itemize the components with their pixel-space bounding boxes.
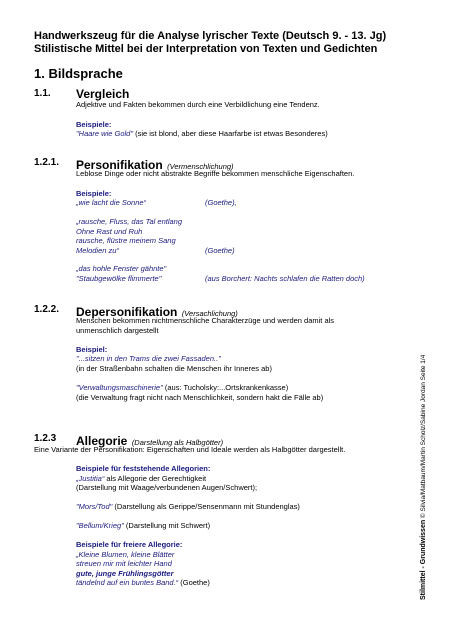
sidebar-credit: © Silvia/Matbaum/Martin Scholz/Sabine Jordan Seite 1/4 (420, 354, 427, 519)
section-desc-depersonifikation: Menschen bekommen nichtmenschliche Charakterzüge und werden damit als (76, 316, 335, 325)
example-quote: "Haare wie Gold" (76, 129, 134, 138)
example-quote: „wie lacht die Sonne“ (76, 198, 147, 207)
section-title-personifikation: Personifikation (76, 158, 163, 172)
example-rest: als Allegorie der Gerechtigkeit (104, 473, 207, 483)
section-desc-depersonifikation: unmenschlich dargestellt (76, 325, 159, 335)
header-line-2: Stilistische Mittel bei der Interpretation von Texten und Gedichten (34, 43, 378, 55)
header-line-1: Handwerkszeug für die Analyse lyrischer Texte (Deutsch 9. - 13. Jg) (34, 30, 387, 42)
section-subtitle: (Vermenschlichung) (167, 162, 234, 171)
examples-label: Beispiele für feststehende Allegorien: (76, 464, 211, 473)
example-quote: "Mors/Tod" (76, 502, 113, 511)
example-source: (Goethe), (205, 198, 237, 207)
example-note: (die Verwaltung fragt nicht nach Menschlichkeit, sondern hakt die Fälle ab) (76, 392, 324, 402)
example-rest: (Darstellung mit Schwert) (123, 521, 211, 530)
section-title-allegorie: Allegorie (76, 434, 128, 448)
example-note: (sie ist blond, aber diese Haarfarbe ist etwas Besonderes) (133, 129, 328, 138)
example-note: (in der Straßenbahn schalten die Menschen ihr Inneres ab) (76, 363, 272, 373)
section-number-1-2-1: 1.2.1. (34, 157, 60, 168)
poem-line (76, 578, 210, 588)
poem-line: rausche, flüstre meinem Sang (76, 236, 176, 245)
example-quote: „das hohle Fenster gähnte" (76, 264, 167, 273)
section-desc-vergleich: Adjektive und Fakten bekommen durch eine Verbildlichung eine Tendenz. (76, 100, 320, 109)
example-quote: "Bellum/Krieg" (76, 521, 124, 530)
example-line (76, 474, 206, 484)
section-desc-personifikation: Leblose Dinge oder nicht abstrakte Begriffe bekommen menschliche Eigenschaften. (76, 169, 355, 178)
examples-label: Beispiele: (76, 189, 112, 198)
example-quote: „Justitia“ (76, 473, 105, 483)
example-source: (aus: Tucholsky:...Ortskrankenkasse) (162, 383, 289, 392)
examples-label: Beispiele: (76, 120, 112, 129)
example-quote: "Verwaltungsmaschinerie" (76, 383, 163, 392)
examples-label: Beispiel: (76, 345, 108, 354)
example-source: (aus Borchert: Nachts schlafen die Ratten doch) (205, 273, 365, 283)
examples-label: Beispiele für freiere Allegorie: (76, 540, 183, 549)
example-quote: "...sitzen in den Trams die zwei Fassaden.." (76, 354, 221, 363)
section-number-1-1: 1.1. (34, 88, 51, 99)
example-line (76, 383, 288, 393)
example-line (76, 129, 328, 139)
example-note: (Darstellung mit Waage/verbundenen Augen/Schwert); (76, 483, 258, 492)
poem-line: Ohne Rast und Ruh (76, 226, 143, 236)
sidebar-vertical-label (420, 350, 432, 600)
section-number-1-2-3: 1.2.3 (34, 433, 57, 444)
poem-line: gute, junge Frühlingsgötter (76, 568, 174, 578)
poem-text: tändelnd auf ein buntes Band.“ (76, 578, 179, 587)
poem-line: „Kleine Blumen, kleine Blätter (76, 549, 175, 559)
section-title-depersonifikation: Depersonifikation (76, 305, 178, 319)
example-source: (Goethe) (205, 245, 235, 255)
poem-line: „rausche, Fluss, das Tal entlang (76, 217, 183, 226)
chapter-title: 1. Bildsprache (34, 66, 123, 81)
example-source: (Goethe) (178, 578, 210, 587)
sidebar-title: Stilmittel - Grundwissen (420, 519, 427, 600)
example-quote: "Staubgewölke flimmerte" (76, 273, 162, 283)
example-rest: (Darstellung als Gerippe/Sensenmann mit Stundenglas) (112, 502, 300, 511)
example-line (76, 521, 210, 531)
section-desc-allegorie: Eine Variante der Personifikation: Eigenschaften und Ideale werden als Halbgötter dargestellt. (34, 445, 346, 454)
section-number-1-2-2: 1.2.2. (34, 304, 60, 315)
section-title-vergleich: Vergleich (76, 87, 130, 101)
poem-line: streuen mir mit leichter Hand (76, 559, 172, 568)
section-subtitle: (Darstellung als Halbgötter) (131, 438, 224, 447)
example-line (76, 502, 300, 512)
poem-line: Melodien zu“ (76, 245, 119, 255)
section-subtitle: (Versachlichung) (181, 309, 238, 318)
